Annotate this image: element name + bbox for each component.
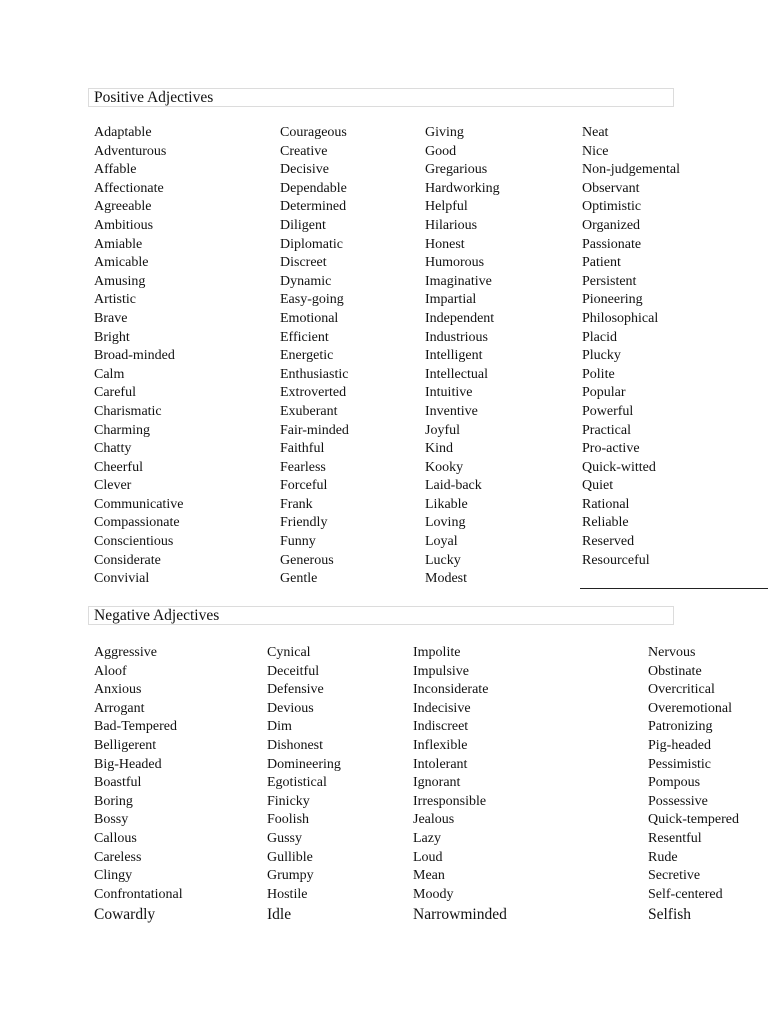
positive-adjective: Industrious	[425, 329, 488, 345]
positive-adjective: Lucky	[425, 552, 461, 568]
negative-adjective: Dim	[267, 719, 292, 735]
positive-adjective: Inventive	[425, 403, 478, 419]
positive-adjective: Modest	[425, 571, 467, 587]
positive-adjective: Honest	[425, 236, 465, 252]
negative-adjective: Dishonest	[267, 737, 323, 753]
positive-adjective: Affectionate	[94, 180, 164, 196]
positive-adjective: Funny	[280, 534, 316, 550]
positive-adjective: Determined	[280, 199, 347, 215]
positive-adjective: Reliable	[582, 515, 629, 531]
positive-adjective: Creative	[280, 143, 328, 159]
negative-adjective: Intolerant	[413, 756, 468, 772]
negative-adjective: Deceitful	[267, 663, 320, 679]
positive-adjective: Communicative	[94, 496, 184, 512]
negative-adjective: Overcritical	[648, 682, 715, 698]
negative-adjective: Devious	[267, 700, 314, 716]
positive-adjective: Frank	[280, 496, 313, 512]
negative-adjective: Big-Headed	[94, 756, 162, 772]
negative-adjective: Obstinate	[648, 663, 702, 679]
positive-adjective: Placid	[582, 329, 617, 345]
positive-adjective: Decisive	[280, 162, 329, 178]
negative-adjective: Nervous	[648, 645, 696, 660]
positive-adjective: Intellectual	[425, 366, 488, 382]
positive-adjective: Passionate	[582, 236, 642, 252]
positive-adjective: Gregarious	[425, 162, 488, 178]
positive-adjective: Pioneering	[582, 292, 643, 308]
negative-adjective: Mean	[413, 868, 445, 884]
negative-adjectives-heading: Negative Adjectives	[88, 606, 674, 625]
positive-adjective: Intuitive	[425, 385, 473, 401]
positive-adjective: Chatty	[94, 441, 132, 457]
positive-adjective: Nice	[582, 143, 609, 159]
positive-adjective: Good	[425, 143, 457, 159]
negative-adjective: Aloof	[94, 663, 127, 679]
positive-adjective: Quiet	[582, 478, 614, 494]
negative-adjective: Rude	[648, 849, 678, 865]
negative-adjective: Possessive	[648, 793, 708, 809]
negative-adjective: Inflexible	[413, 737, 468, 753]
negative-adjective: Boring	[94, 793, 133, 809]
negative-adjective: Gullible	[267, 849, 313, 865]
negative-adjective: Overemotional	[648, 700, 732, 716]
negative-adjective: Belligerent	[94, 737, 157, 753]
negative-adjective: Selfish	[648, 906, 692, 924]
negative-adjective: Grumpy	[267, 868, 314, 884]
positive-adjective: Philosophical	[582, 310, 659, 326]
positive-adjective: Easy-going	[280, 292, 344, 308]
negative-adjective: Indecisive	[413, 700, 471, 716]
negative-adjective: Callous	[94, 830, 137, 846]
positive-adjective: Likable	[425, 496, 468, 512]
negative-adjective: Loud	[413, 849, 443, 865]
positive-adjective: Hardworking	[425, 180, 500, 196]
positive-column-1	[94, 124, 183, 589]
positive-adjective: Adventurous	[94, 143, 167, 159]
positive-adjective: Exuberant	[280, 403, 338, 419]
negative-adjective: Cowardly	[94, 906, 156, 924]
positive-adjective: Neat	[582, 125, 609, 140]
positive-adjective: Convivial	[94, 571, 150, 587]
positive-adjective: Ambitious	[94, 217, 154, 233]
positive-adjective: Discreet	[280, 255, 327, 271]
negative-adjective: Resentful	[648, 830, 702, 846]
positive-adjectives-heading: Positive Adjectives	[88, 88, 674, 107]
positive-adjective: Gentle	[280, 571, 318, 587]
negative-adjective: Gussy	[267, 830, 303, 846]
positive-adjective: Kooky	[425, 459, 464, 475]
positive-adjective: Artistic	[94, 292, 136, 308]
negative-adjective: Confrontational	[94, 886, 183, 902]
positive-adjective: Courageous	[280, 125, 347, 140]
positive-adjective: Plucky	[582, 348, 621, 364]
positive-column-3	[425, 124, 500, 589]
positive-adjective: Bright	[94, 329, 130, 345]
negative-adjective: Bad-Tempered	[94, 719, 177, 735]
positive-adjective: Patient	[582, 255, 621, 271]
negative-adjective: Foolish	[267, 812, 310, 828]
positive-adjective: Organized	[582, 217, 641, 233]
negative-adjective: Irresponsible	[413, 793, 487, 809]
positive-adjective: Powerful	[582, 403, 634, 419]
positive-adjective: Amiable	[94, 236, 143, 252]
negative-column-2	[267, 644, 341, 926]
negative-adjective: Hostile	[267, 886, 308, 902]
positive-adjective: Intelligent	[425, 348, 483, 364]
negative-adjective: Inconsiderate	[413, 682, 489, 698]
positive-adjective: Pro-active	[582, 441, 640, 457]
positive-adjective: Polite	[582, 366, 615, 382]
positive-adjective: Forceful	[280, 478, 328, 494]
positive-adjective: Dynamic	[280, 273, 332, 289]
negative-adjective: Impolite	[413, 645, 461, 660]
negative-adjective: Lazy	[413, 830, 441, 846]
negative-adjective: Boastful	[94, 775, 142, 791]
negative-adjective: Bossy	[94, 812, 129, 828]
positive-adjective: Friendly	[280, 515, 328, 531]
positive-adjective: Independent	[425, 310, 495, 326]
positive-adjective: Agreeable	[94, 199, 152, 215]
negative-adjective: Finicky	[267, 793, 310, 809]
positive-adjective: Affable	[94, 162, 137, 178]
positive-adjective: Persistent	[582, 273, 637, 289]
negative-adjective: Secretive	[648, 868, 701, 884]
positive-adjective: Amicable	[94, 255, 149, 271]
horizontal-rule	[580, 588, 768, 589]
negative-adjective: Defensive	[267, 682, 324, 698]
positive-adjective: Diligent	[280, 217, 326, 233]
positive-adjective: Charming	[94, 422, 150, 438]
positive-adjective: Helpful	[425, 199, 468, 215]
positive-adjective: Compassionate	[94, 515, 180, 531]
positive-adjective: Optimistic	[582, 199, 642, 215]
positive-adjective: Humorous	[425, 255, 485, 271]
negative-adjective: Indiscreet	[413, 719, 469, 735]
positive-adjective: Loving	[425, 515, 466, 531]
negative-adjective: Ignorant	[413, 775, 461, 791]
negative-column-3	[413, 644, 507, 926]
positive-adjective: Dependable	[280, 180, 347, 196]
positive-adjective: Fair-minded	[280, 422, 349, 438]
positive-adjective: Considerate	[94, 552, 161, 568]
positive-adjective: Adaptable	[94, 125, 152, 140]
positive-adjective: Laid-back	[425, 478, 482, 494]
positive-adjective: Conscientious	[94, 534, 174, 550]
negative-adjective: Anxious	[94, 682, 142, 698]
positive-adjective: Cheerful	[94, 459, 143, 475]
positive-adjective: Hilarious	[425, 217, 478, 233]
positive-adjective: Joyful	[425, 422, 460, 438]
negative-adjective: Clingy	[94, 868, 133, 884]
positive-adjective: Efficient	[280, 329, 329, 345]
positive-adjective: Charismatic	[94, 403, 162, 419]
positive-adjective: Fearless	[280, 459, 326, 475]
positive-adjective: Non-judgemental	[582, 162, 680, 178]
negative-adjective: Narrowminded	[413, 906, 507, 924]
positive-adjective: Broad-minded	[94, 348, 175, 364]
positive-adjective: Imaginative	[425, 273, 492, 289]
negative-adjective: Moody	[413, 886, 454, 902]
negative-adjective: Jealous	[413, 812, 455, 828]
positive-adjective: Reserved	[582, 534, 635, 550]
negative-adjective: Aggressive	[94, 645, 157, 660]
positive-adjective: Generous	[280, 552, 334, 568]
positive-adjective: Observant	[582, 180, 640, 196]
negative-adjective: Pig-headed	[648, 737, 711, 753]
positive-adjective: Extroverted	[280, 385, 347, 401]
positive-adjective: Loyal	[425, 534, 458, 550]
negative-adjective: Patronizing	[648, 719, 713, 735]
positive-column-4	[582, 124, 680, 570]
positive-adjective: Energetic	[280, 348, 334, 364]
positive-adjective: Popular	[582, 385, 626, 401]
positive-adjective: Giving	[425, 125, 464, 140]
positive-adjective: Careful	[94, 385, 136, 401]
positive-adjective: Emotional	[280, 310, 339, 326]
positive-adjective: Kind	[425, 441, 453, 457]
positive-adjective: Enthusiastic	[280, 366, 349, 382]
negative-column-4	[648, 644, 739, 926]
positive-adjective: Practical	[582, 422, 631, 438]
negative-adjective: Pessimistic	[648, 756, 712, 772]
positive-adjective: Faithful	[280, 441, 325, 457]
positive-adjective: Quick-witted	[582, 459, 656, 475]
positive-adjective: Impartial	[425, 292, 477, 308]
negative-adjective: Careless	[94, 849, 142, 865]
negative-adjective: Arrogant	[94, 700, 145, 716]
negative-adjective: Domineering	[267, 756, 341, 772]
negative-adjective: Self-centered	[648, 886, 723, 902]
positive-adjective: Rational	[582, 496, 630, 512]
negative-adjective: Pompous	[648, 775, 701, 791]
positive-adjective: Brave	[94, 310, 128, 326]
positive-adjective: Amusing	[94, 273, 146, 289]
positive-adjective: Calm	[94, 366, 125, 382]
negative-adjective: Cynical	[267, 645, 311, 660]
negative-adjective: Impulsive	[413, 663, 469, 679]
negative-column-1	[94, 644, 183, 926]
positive-adjective: Resourceful	[582, 552, 650, 568]
negative-adjective: Egotistical	[267, 775, 327, 791]
positive-adjective: Clever	[94, 478, 132, 494]
positive-column-2	[280, 124, 349, 589]
negative-adjective: Quick-tempered	[648, 812, 739, 828]
positive-adjective: Diplomatic	[280, 236, 343, 252]
negative-adjective: Idle	[267, 906, 292, 924]
